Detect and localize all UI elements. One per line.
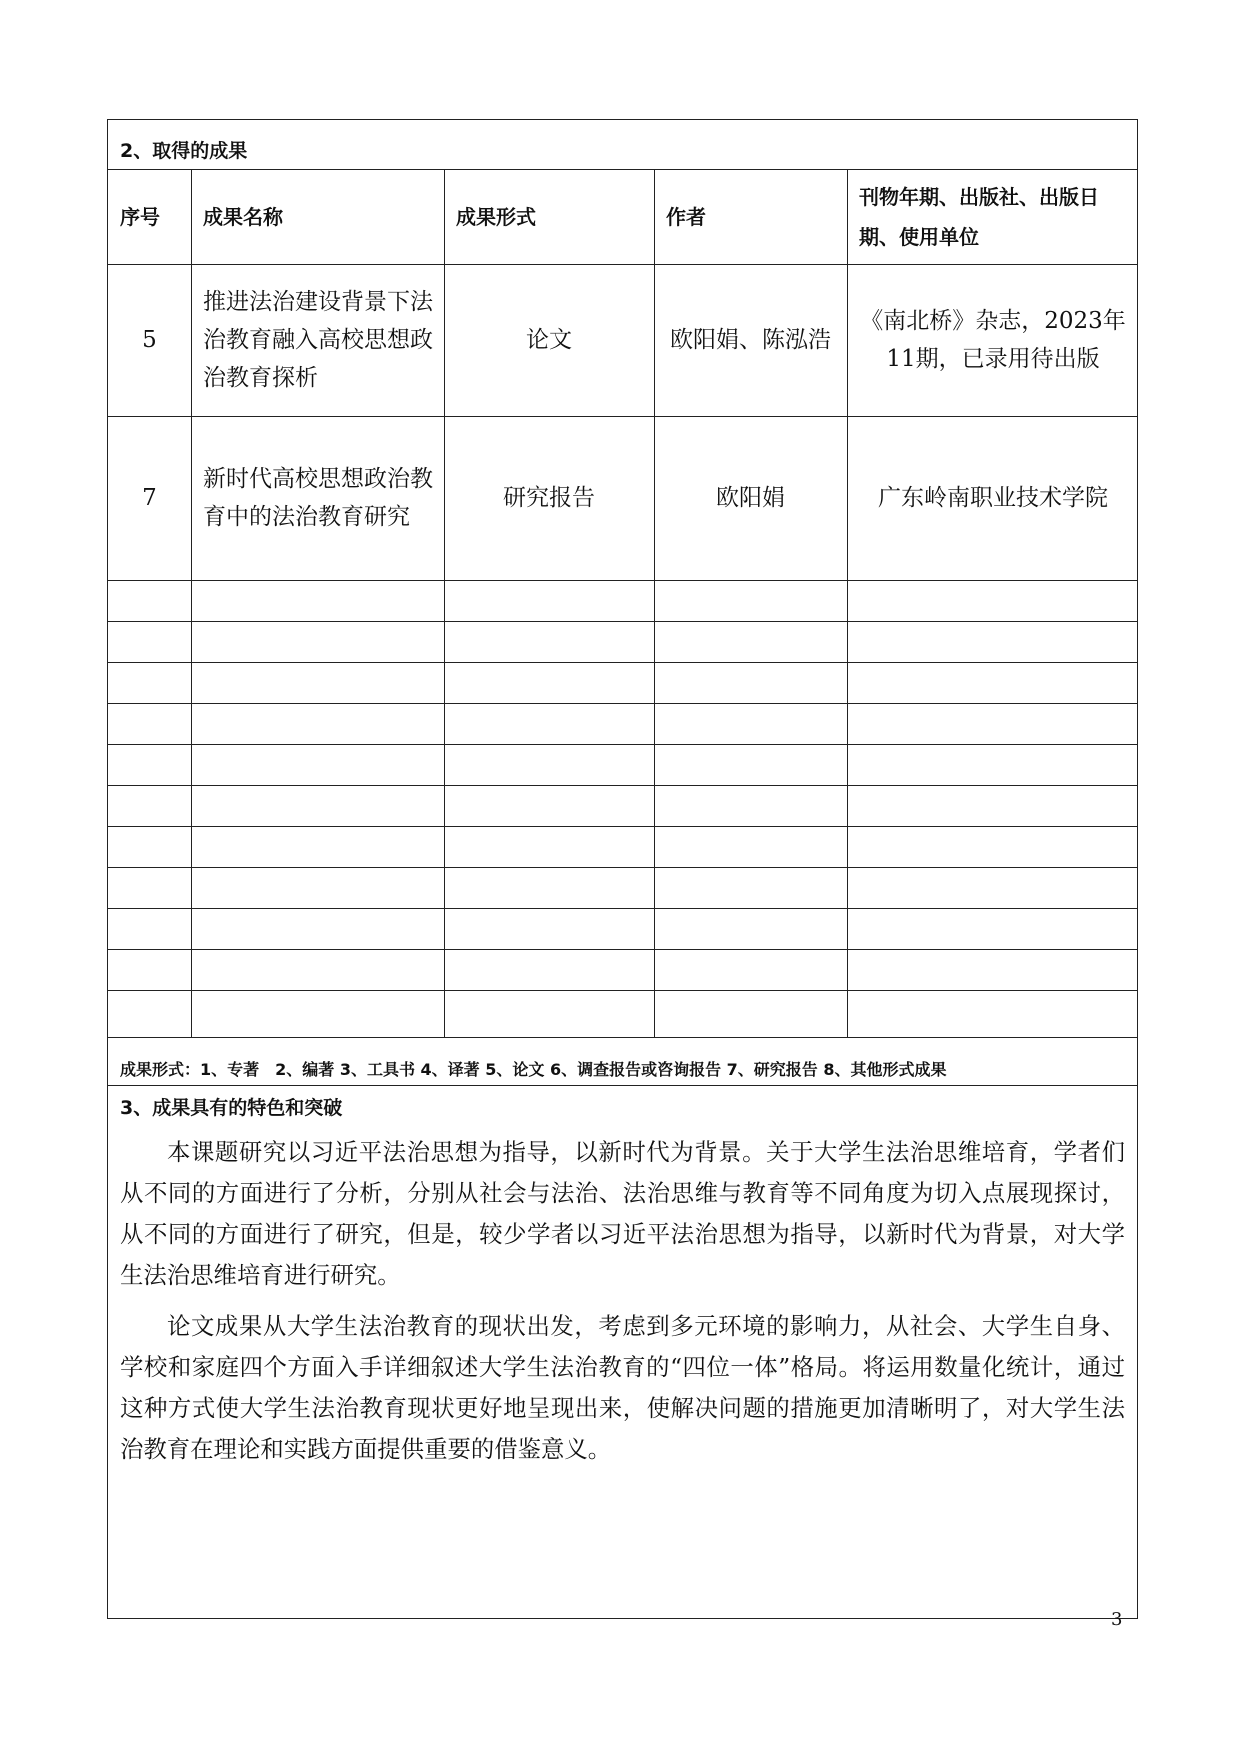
header-name: 成果名称 (203, 204, 283, 229)
row1-form: 论文 (526, 327, 572, 353)
divider (108, 1037, 1137, 1038)
column-divider (191, 169, 192, 1037)
divider (108, 990, 1137, 991)
row2-name: 新时代高校思想政治教育中的法治教育研究 (203, 466, 433, 530)
page-number: 3 (1111, 1609, 1123, 1630)
paragraph: 论文成果从大学生法治教育的现状出发，考虑到多元环境的影响力，从社会、大学生自身、学校和家庭四个方面入手详细叙述大学生法治教育的“四位一体”格局。将运用数量化统计，通过这种方式使大学生法治教育现状更好地呈现出来，使解决问题的措施更加清晰明了，对大学生法治教育在理论和实践方面提供重要的借鉴意义。 (120, 1312, 1125, 1463)
divider (108, 703, 1137, 704)
divider (108, 949, 1137, 950)
row1-name: 推进法治建设背景下法治教育融入高校思想政治教育探析 (203, 289, 433, 391)
row1-publication: 《南北桥》杂志，2023年11期，已录用待出版 (860, 308, 1126, 372)
divider (108, 908, 1137, 909)
row2-no: 7 (142, 485, 157, 511)
header-no: 序号 (120, 204, 160, 229)
column-divider (847, 169, 848, 1037)
results-form-legend: 成果形式：1、专著 2、编著 3、工具书 4、译著 5、论文 6、调查报告或咨询报告 7、研究报告 8、其他形式成果 (120, 1060, 947, 1079)
divider (108, 1085, 1137, 1086)
divider (108, 621, 1137, 622)
row2-form: 研究报告 (503, 485, 595, 511)
divider (108, 744, 1137, 745)
row2-publication: 广东岭南职业技术学院 (878, 485, 1108, 511)
divider (108, 867, 1137, 868)
divider (108, 785, 1137, 786)
row1-no: 5 (142, 327, 157, 353)
section3-title: 3、成果具有的特色和突破 (120, 1097, 343, 1119)
divider (108, 580, 1137, 581)
row2-author: 欧阳娟 (716, 485, 785, 511)
header-form: 成果形式 (456, 204, 536, 229)
divider (108, 826, 1137, 827)
row1-author: 欧阳娟、陈泓浩 (670, 327, 831, 353)
results-form (107, 119, 1138, 1619)
paragraph: 本课题研究以习近平法治思想为指导，以新时代为背景。关于大学生法治思维培育，学者们从不同的方面进行了分析，分别从社会与法治、法治思维与教育等不同角度为切入点展现探讨，从不同的方面进行了研究，但是，较少学者以习近平法治思想为指导，以新时代为背景，对大学生法治思维培育进行研究。 (120, 1138, 1125, 1289)
divider (108, 662, 1137, 663)
section2-title: 2、取得的成果 (120, 140, 248, 162)
header-author: 作者 (666, 204, 706, 229)
header-publication: 刊物年期、出版社、出版日期、使用单位 (859, 184, 1099, 249)
